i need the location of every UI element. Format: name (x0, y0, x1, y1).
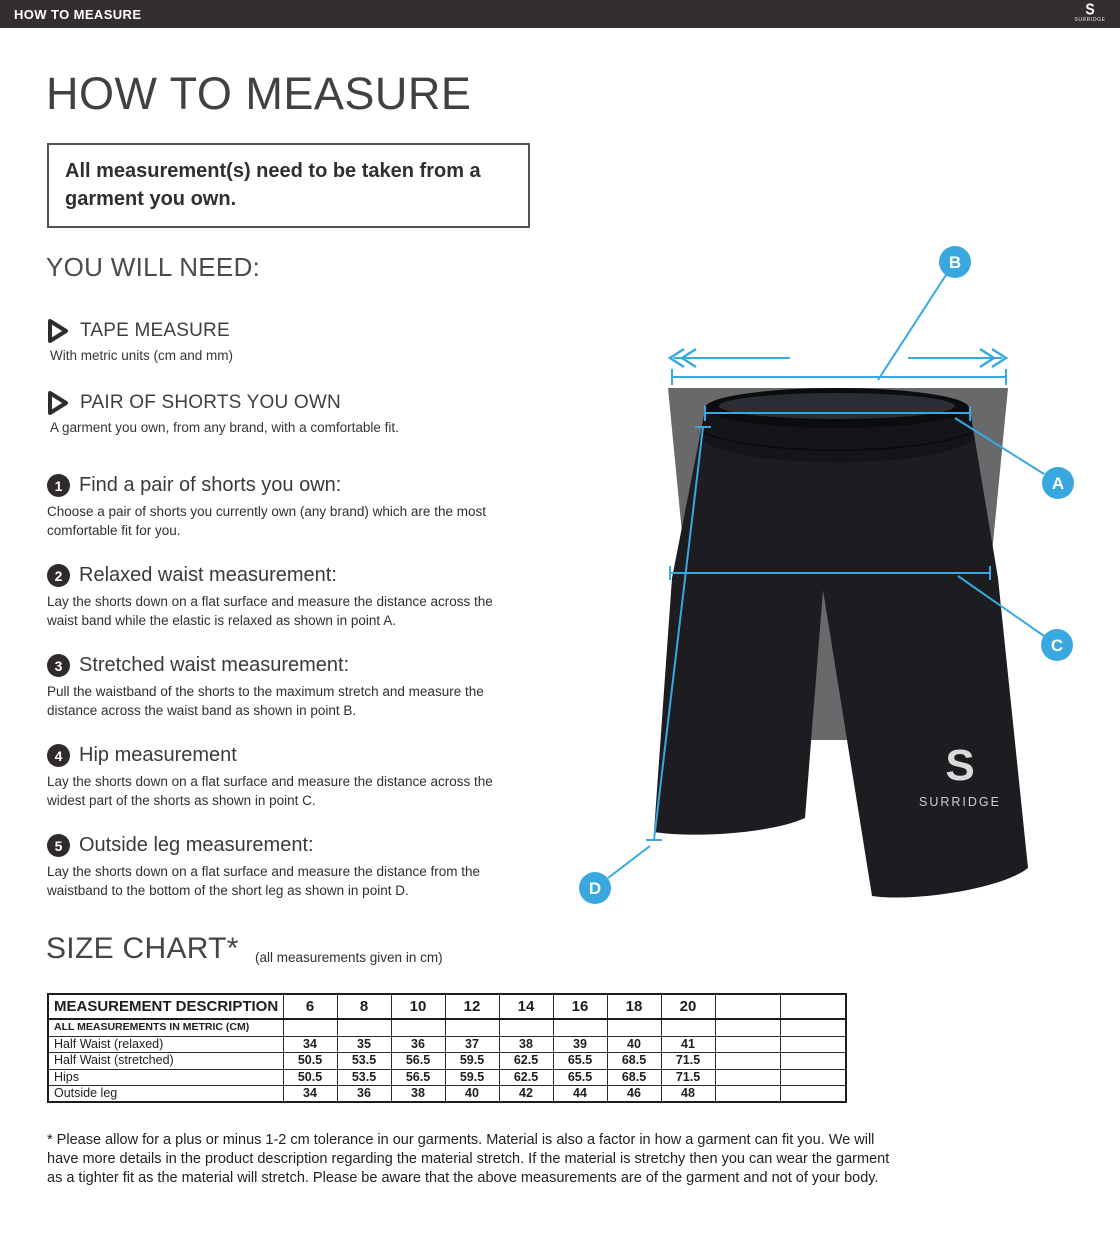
table-row (48, 1036, 846, 1053)
page-title: HOW TO MEASURE (46, 68, 472, 119)
measure-b-arrows (670, 349, 1006, 367)
cell-value: 44 (553, 1086, 607, 1103)
table-row (48, 1069, 846, 1086)
step-description: Pull the waistband of the shorts to the maximum stretch and measure the distance across the waist band as shown in point B. (47, 684, 484, 718)
row-label: Half Waist (stretched) (48, 1053, 283, 1070)
step-title: Stretched waist measurement: (79, 654, 350, 676)
cell-value: 71.5 (661, 1069, 715, 1086)
column-header (715, 994, 780, 1019)
step-number-badge: 5 (47, 834, 70, 857)
step-description: Lay the shorts down on a flat surface and measure the distance from the waistband to the bottom of the short leg as shown in point D. (47, 864, 480, 898)
cell-value: 62.5 (499, 1069, 553, 1086)
cell-value: 39 (553, 1036, 607, 1053)
garment-logo-s-icon: S (945, 741, 975, 790)
table-row (48, 1086, 846, 1103)
shorts-measurement-diagram (570, 240, 1110, 930)
row-label: Half Waist (relaxed) (48, 1036, 283, 1053)
cell-value (780, 1053, 846, 1070)
svg-text:D: D (588, 879, 602, 898)
cell-value: 35 (337, 1036, 391, 1053)
step-number-badge: 4 (47, 744, 70, 767)
column-header: 12 (445, 994, 499, 1019)
cell-value (283, 1019, 337, 1036)
garment-logo-text: SURRIDGE (919, 795, 1001, 809)
svg-text:A: A (1051, 474, 1065, 493)
column-header: 18 (607, 994, 661, 1019)
cell-value: 38 (499, 1036, 553, 1053)
cell-value: 56.5 (391, 1053, 445, 1070)
you-will-need-heading: YOU WILL NEED: (46, 252, 261, 282)
need-item-description: With metric units (cm and mm) (50, 348, 234, 363)
need-item-shorts (47, 390, 527, 435)
cell-value: 34 (283, 1036, 337, 1053)
svg-text:C: C (1050, 636, 1064, 655)
cell-value: 40 (445, 1086, 499, 1103)
step-3 (47, 654, 527, 720)
cell-value (780, 1036, 846, 1053)
cell-value: 62.5 (499, 1053, 553, 1070)
step-5 (47, 834, 527, 900)
cell-value (715, 1036, 780, 1053)
column-header: 6 (283, 994, 337, 1019)
surridge-logo (1070, 2, 1110, 23)
cell-value (337, 1019, 391, 1036)
shorts-image (654, 392, 1028, 898)
cell-value (553, 1019, 607, 1036)
column-header: 16 (553, 994, 607, 1019)
row-label: Hips (48, 1069, 283, 1086)
badge-c (1041, 629, 1073, 661)
step-description: Lay the shorts down on a flat surface and measure the distance across the waist band while the elastic is relaxed as shown in point A. (47, 594, 493, 628)
need-item-title: TAPE MEASURE (80, 320, 230, 341)
cell-value: 48 (661, 1086, 715, 1103)
step-title: Outside leg measurement: (79, 834, 314, 856)
cell-value: 68.5 (607, 1069, 661, 1086)
cell-value: 46 (607, 1086, 661, 1103)
cell-value: 34 (283, 1086, 337, 1103)
cell-value: 71.5 (661, 1053, 715, 1070)
table-header-row (48, 994, 846, 1019)
cell-value: 65.5 (553, 1069, 607, 1086)
column-header: 14 (499, 994, 553, 1019)
measure-b-line (672, 275, 1006, 385)
table-row (48, 1019, 846, 1036)
tolerance-footnote: * Please allow for a plus or minus 1-2 cm tolerance in our garments. Material is also a factor in how a garment can fit you. We will have more details in the product description regarding the material stretch. If the material is stretchy then you can wear the garment as a tighter fit as the material will stretch. Please be aware that the above measurements are of the garment and not of your body. (47, 1132, 890, 1186)
column-header: 10 (391, 994, 445, 1019)
table-row (48, 1053, 846, 1070)
step-title: Relaxed waist measurement: (79, 564, 337, 586)
top-bar (0, 0, 1120, 28)
step-number-badge: 3 (47, 654, 70, 677)
step-number-badge: 1 (47, 474, 70, 497)
triangle-bullet-icon (47, 318, 69, 344)
cell-value: 36 (337, 1086, 391, 1103)
column-header: 20 (661, 994, 715, 1019)
cell-value: 68.5 (607, 1053, 661, 1070)
cell-value: 53.5 (337, 1069, 391, 1086)
topbar-title: HOW TO MEASURE (14, 7, 142, 22)
cell-value: 56.5 (391, 1069, 445, 1086)
badge-d (579, 872, 611, 904)
cell-value (715, 1053, 780, 1070)
step-2 (47, 564, 527, 630)
step-title: Hip measurement (79, 744, 237, 766)
badge-a (1042, 467, 1074, 499)
cell-value: 53.5 (337, 1053, 391, 1070)
cell-value: 59.5 (445, 1069, 499, 1086)
cell-value: 37 (445, 1036, 499, 1053)
size-chart-subheading: (all measurements given in cm) (255, 950, 443, 965)
surridge-s-icon: S (1085, 0, 1095, 19)
cell-value (715, 1086, 780, 1103)
cell-value: 40 (607, 1036, 661, 1053)
cell-value (445, 1019, 499, 1036)
need-item-description: A garment you own, from any brand, with a comfortable fit. (50, 420, 399, 435)
need-item-tape-measure (47, 318, 527, 363)
column-header: MEASUREMENT DESCRIPTION (48, 994, 283, 1019)
row-label: Outside leg (48, 1086, 283, 1103)
cell-value: 65.5 (553, 1053, 607, 1070)
cell-value: 41 (661, 1036, 715, 1053)
size-chart-table (47, 993, 847, 1103)
cell-value (780, 1019, 846, 1036)
cell-value (607, 1019, 661, 1036)
step-title: Find a pair of shorts you own: (79, 474, 342, 496)
cell-value (661, 1019, 715, 1036)
step-description: Lay the shorts down on a flat surface and measure the distance across the widest part of the shorts as shown in point C. (47, 774, 493, 808)
cell-value (715, 1069, 780, 1086)
badge-b (939, 246, 971, 278)
cell-value: 50.5 (283, 1069, 337, 1086)
cell-value (780, 1069, 846, 1086)
waist-opening-inner (719, 393, 955, 419)
notice-box: All measurement(s) need to be taken from a garment you own. (47, 143, 530, 228)
cell-value: 36 (391, 1036, 445, 1053)
step-number-badge: 2 (47, 564, 70, 587)
column-header (780, 994, 846, 1019)
column-header: 8 (337, 994, 391, 1019)
row-label: ALL MEASUREMENTS IN METRIC (CM) (48, 1019, 283, 1036)
surridge-logo-text: SURRIDGE (1074, 17, 1106, 23)
step-description: Choose a pair of shorts you currently own (any brand) which are the most comfortable fit for you. (47, 504, 486, 538)
cell-value (715, 1019, 780, 1036)
cell-value: 42 (499, 1086, 553, 1103)
svg-text:B: B (948, 253, 962, 272)
size-table-body (48, 1019, 846, 1102)
step-1 (47, 474, 527, 540)
cell-value (780, 1086, 846, 1103)
need-item-title: PAIR OF SHORTS YOU OWN (80, 392, 341, 413)
cell-value: 38 (391, 1086, 445, 1103)
cell-value: 50.5 (283, 1053, 337, 1070)
cell-value (391, 1019, 445, 1036)
size-chart-heading: SIZE CHART* (46, 932, 239, 965)
triangle-bullet-icon (47, 390, 69, 416)
cell-value (499, 1019, 553, 1036)
cell-value: 59.5 (445, 1053, 499, 1070)
step-4 (47, 744, 527, 810)
